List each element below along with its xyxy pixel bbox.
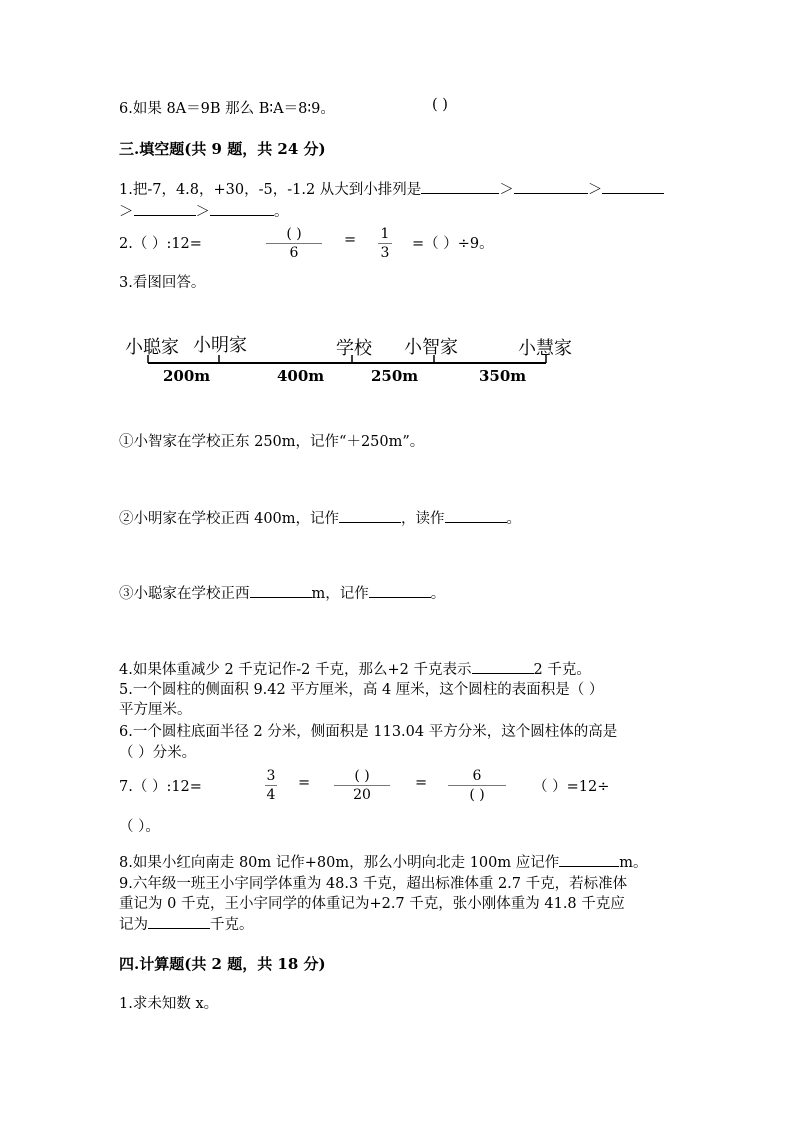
fraction-denominator: 20 (353, 787, 371, 803)
fill-question-4 (119, 658, 591, 679)
fraction-denominator: 4 (266, 787, 276, 803)
fill-question-7-tail: （ ）=12÷ (533, 779, 610, 795)
equals-sign: = (415, 775, 428, 791)
fraction-numerator: ( ) (286, 226, 302, 242)
fraction-numerator: 6 (472, 768, 482, 784)
map-label-xiaocong: 小聪家 (125, 337, 179, 358)
distance-label-4: 350m (479, 367, 527, 385)
fraction-denominator: 3 (380, 245, 390, 261)
question-text: m，记作 (311, 586, 369, 602)
equals-sign: = (344, 232, 357, 248)
fill-question-9-line1: 9.六年级一班王小宇同学体重为 48.3 千克，超出标准体重 2.7 千克，若标准体 (119, 876, 628, 892)
distance-label-3: 250m (371, 367, 419, 385)
question-text: m。 (619, 855, 648, 871)
answer-blank (250, 583, 312, 598)
answer-blank (339, 508, 401, 523)
answer-blank (369, 583, 431, 598)
fraction-denominator: 6 (289, 245, 299, 261)
fill-question-7-line2: （ ）。 (119, 819, 160, 835)
answer-blank (148, 914, 210, 929)
question-text: 4.如果体重减少 2 千克记作-2 千克，那么+2 千克表示 (119, 662, 472, 678)
answer-blank (445, 508, 507, 523)
period: 。 (430, 586, 446, 602)
fraction-numerator: ( ) (354, 768, 370, 784)
greater-than: ＞ (119, 204, 134, 220)
fill-question-3-title: 3.看图回答。 (119, 275, 206, 291)
question-text: ③小聪家在学校正西 (119, 586, 250, 602)
fraction-numerator: 3 (266, 768, 276, 784)
distance-label-2: 400m (277, 367, 325, 385)
fill-question-8 (119, 851, 648, 872)
sub-question-1: ①小智家在学校正东 250m，记作“＋250m”。 (119, 434, 425, 450)
map-label-school: 学校 (336, 338, 372, 359)
greater-than: ＞ (587, 182, 603, 198)
answer-blank (559, 852, 619, 867)
equals-sign: = (298, 775, 311, 791)
map-label-xiaoming: 小明家 (193, 335, 247, 356)
section-4-title: 四.计算题(共 2 题，共 18 分) (119, 955, 326, 973)
map-label-xiaozhi: 小智家 (404, 337, 458, 358)
calc-question-1: 1.求未知数 x。 (119, 996, 219, 1012)
question-text: 8.如果小红向南走 80m 记作+80m，那么小明向北走 100m 应记作 (119, 855, 560, 871)
fill-question-6-line2: （ ）分米。 (119, 745, 197, 761)
greater-than: ＞ (195, 204, 210, 220)
fill-question-9-line2: 重记为 0 千克，王小宇同学的体重记为+2.7 千克，张小刚体重为 41.8 千克应 (119, 896, 625, 912)
fill-question-6-line1: 6.一个圆柱底面半径 2 分米，侧面积是 113.04 平方分米，这个圆柱体的高是 (119, 724, 618, 740)
fill-question-9-line3 (119, 913, 254, 934)
distance-label-1: 200m (163, 367, 211, 385)
period: 。 (274, 204, 289, 220)
answer-blank (472, 659, 534, 674)
question-text: 记为 (119, 917, 148, 933)
fraction (334, 767, 390, 804)
fraction (264, 767, 278, 804)
answer-parentheses: ( ) (432, 97, 448, 113)
fill-question-2-lead: 2.（ ）:12= (119, 236, 202, 252)
question-text: 2 千克。 (533, 662, 591, 678)
fraction-denominator: ( ) (469, 787, 485, 803)
fraction (448, 767, 506, 804)
fill-question-5-line1: 5.一个圆柱的侧面积 9.42 平方厘米，高 4 厘米，这个圆柱的表面积是（ ） (119, 682, 604, 698)
number-line (0, 0, 794, 400)
question-text: ，读作 (401, 511, 445, 527)
map-label-xiaohui: 小慧家 (518, 338, 572, 359)
question-6-statement: 6.如果 8A＝9B 那么 B∶A＝8∶9。 (119, 101, 335, 117)
period: 。 (506, 511, 522, 527)
greater-than: ＞ (499, 182, 514, 198)
sub-question-2 (119, 507, 521, 528)
question-text: ②小明家在学校正西 400m，记作 (119, 511, 340, 527)
sub-question-3 (119, 582, 445, 603)
fraction-numerator: 1 (380, 226, 390, 242)
fill-question-7-lead: 7.（ ）:12= (119, 779, 202, 795)
fill-question-2-tail: =（ ）÷9。 (412, 236, 494, 252)
section-3-title: 三.填空题(共 9 题，共 24 分) (119, 140, 326, 158)
question-text: 千克。 (210, 917, 254, 933)
question-text: 1.把-7，4.8，+30，-5，-1.2 从大到小排列是 (119, 182, 422, 198)
fill-question-5-line2: 平方厘米。 (119, 702, 192, 718)
